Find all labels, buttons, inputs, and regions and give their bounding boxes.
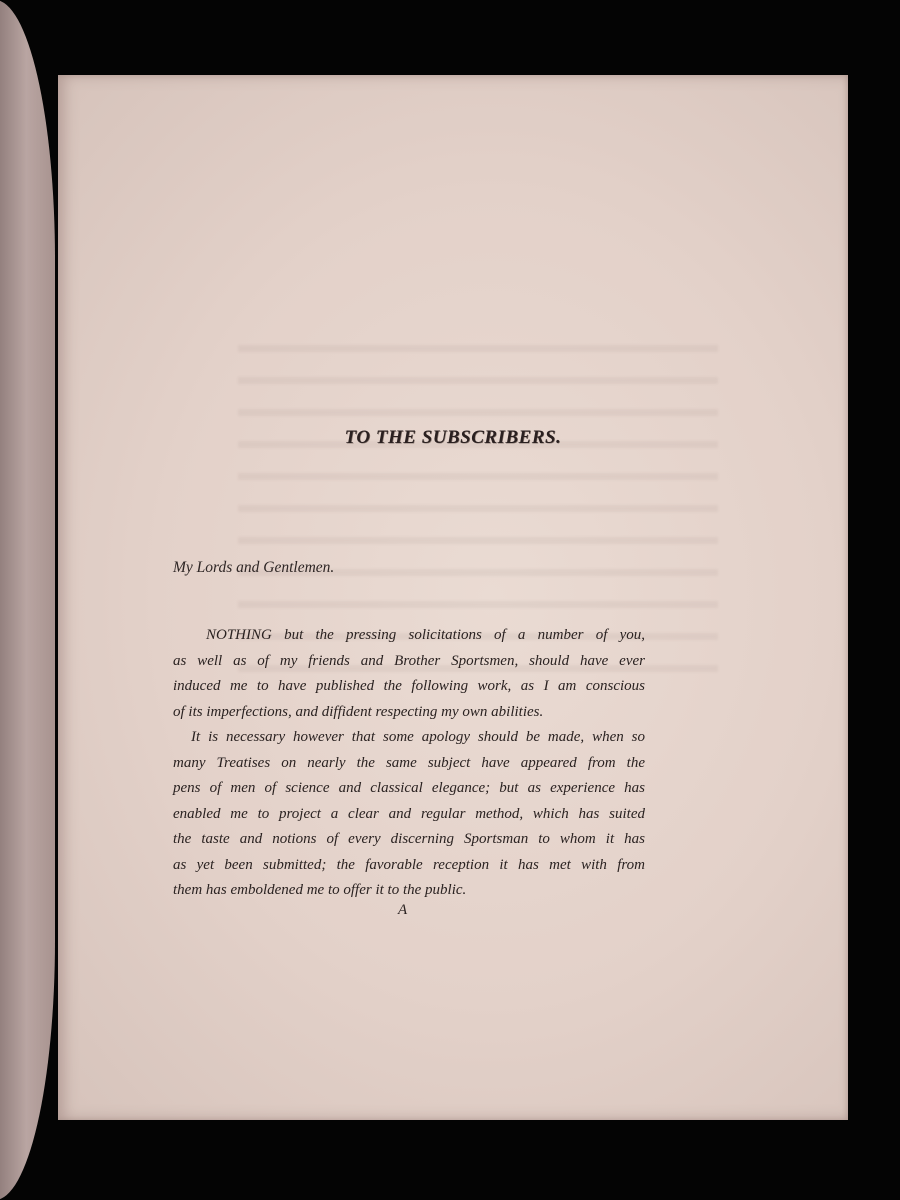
book-page	[58, 75, 848, 1120]
paragraph-1	[173, 623, 645, 725]
text-line: as yet been submitted; the favorable reception it has met with from	[173, 856, 645, 873]
text-line: pens of men of science and classical elegance; but as experience has	[173, 780, 645, 796]
left-page-edge	[0, 0, 55, 1200]
text-line: of its imperfections, and diffident respecting my own abilities.	[173, 703, 544, 720]
text-line: the taste and notions of every discerning Sportsman to whom it has	[173, 831, 645, 847]
text-line: them has emboldened me to offer it to the public.	[173, 882, 467, 898]
text-line: NOTHING but the pressing solicitations of a number of you,	[206, 627, 645, 643]
text-line: as well as of my friends and Brother Sportsmen, should have ever	[173, 652, 645, 669]
text-line: enabled me to project a clear and regular method, which has suited	[173, 805, 645, 822]
text-line: It is necessary however that some apology should be made, when so	[191, 729, 645, 745]
page-heading: TO THE SUBSCRIBERS.	[344, 427, 562, 448]
paragraph-2	[173, 725, 645, 904]
signature-mark: A	[398, 902, 408, 918]
salutation: My Lords and Gentlemen.	[173, 559, 335, 576]
text-line: many Treatises on nearly the same subject have appeared from the	[173, 754, 645, 771]
text-line: induced me to have published the following work, as I am conscious	[173, 678, 645, 694]
